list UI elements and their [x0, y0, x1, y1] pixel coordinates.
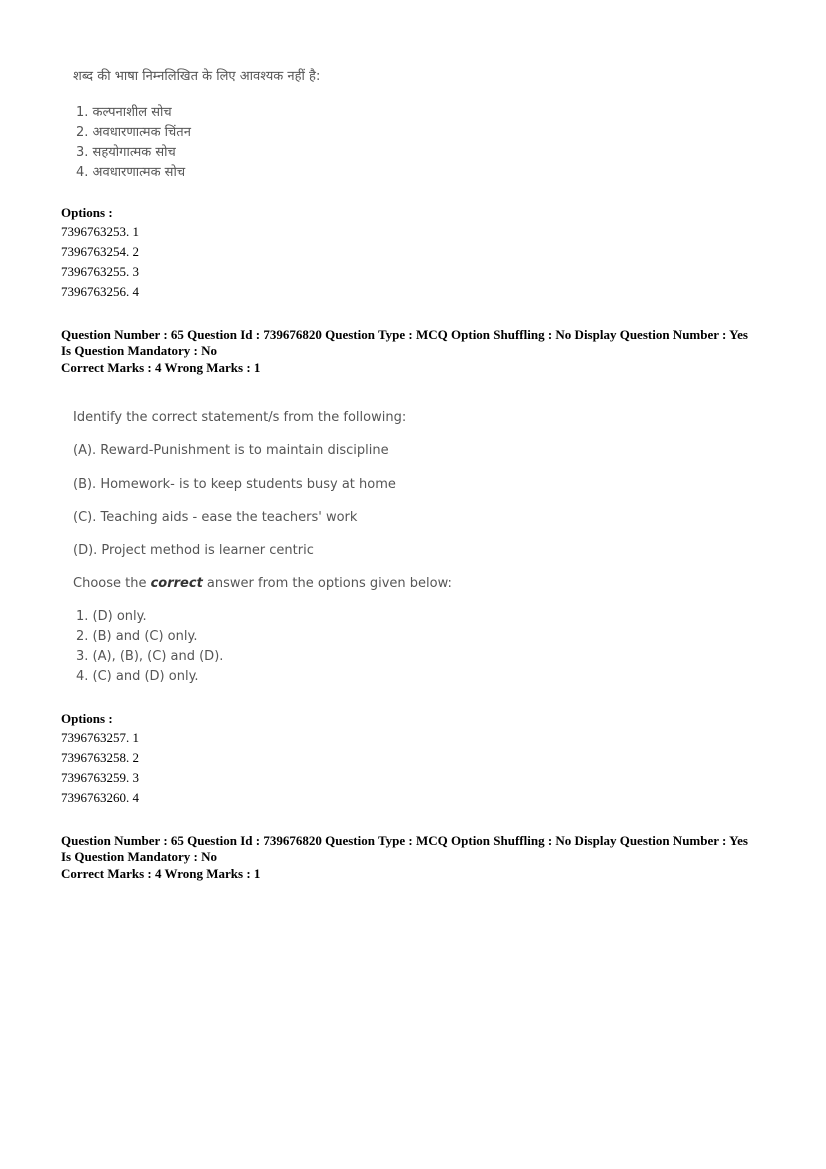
marks-line: Correct Marks : 4 Wrong Marks : 1 [61, 866, 261, 881]
question-meta-line: Question Number : 65 Question Id : 739676820 Question Type : MCQ Option Shuffling : No Display Question Number : Yes [61, 327, 748, 342]
statement-d: (D). Project method is learner centric [73, 543, 314, 558]
choose-pre: Choose the [73, 576, 151, 591]
option-row: 7396763254. 2 [61, 244, 139, 259]
question-mandatory-line: Is Question Mandatory : No [61, 343, 218, 358]
question-meta-line: Question Number : 65 Question Id : 739676820 Question Type : MCQ Option Shuffling : No Display Question Number : Yes [61, 833, 748, 848]
option-row: 7396763253. 1 [61, 224, 139, 239]
question-1-choice-3: 3. सहयोगात्मक सोच [76, 145, 176, 160]
question-2-choice-2: 2. (B) and (C) only. [76, 629, 198, 644]
question-2-choice-1: 1. (D) only. [76, 609, 147, 624]
question-2-choice-3: 3. (A), (B), (C) and (D). [76, 649, 224, 664]
statement-b: (B). Homework- is to keep students busy at home [73, 477, 396, 492]
option-row: 7396763255. 3 [61, 264, 139, 279]
option-row: 7396763259. 3 [61, 770, 139, 785]
question-2-choice-4: 4. (C) and (D) only. [76, 669, 199, 684]
choose-instruction [73, 576, 452, 591]
question-mandatory-line: Is Question Mandatory : No [61, 849, 218, 864]
choose-emphasis: correct [150, 576, 203, 591]
question-2-image [73, 410, 452, 690]
marks-line: Correct Marks : 4 Wrong Marks : 1 [61, 360, 261, 375]
question-1-choice-4: 4. अवधारणात्मक सोच [76, 165, 186, 180]
choose-post: answer from the options given below: [202, 576, 452, 591]
options-label-1: Options : [61, 205, 113, 220]
question-2-intro: Identify the correct statement/s from the following: [73, 410, 407, 425]
question-1-stem: शब्द की भाषा निम्नलिखित के लिए आवश्यक नहीं है: [73, 69, 321, 84]
statement-a: (A). Reward-Punishment is to maintain discipline [73, 443, 389, 458]
question-1-image [73, 66, 403, 186]
question-1-choice-2: 2. अवधारणात्मक चिंतन [76, 125, 191, 140]
statement-c: (C). Teaching aids - ease the teachers' work [73, 510, 358, 525]
question-1-choice-1: 1. कल्पनाशील सोच [76, 105, 172, 120]
option-row: 7396763258. 2 [61, 750, 139, 765]
option-row: 7396763260. 4 [61, 790, 139, 805]
option-row: 7396763256. 4 [61, 284, 139, 299]
options-label-2: Options : [61, 711, 113, 726]
option-row: 7396763257. 1 [61, 730, 139, 745]
